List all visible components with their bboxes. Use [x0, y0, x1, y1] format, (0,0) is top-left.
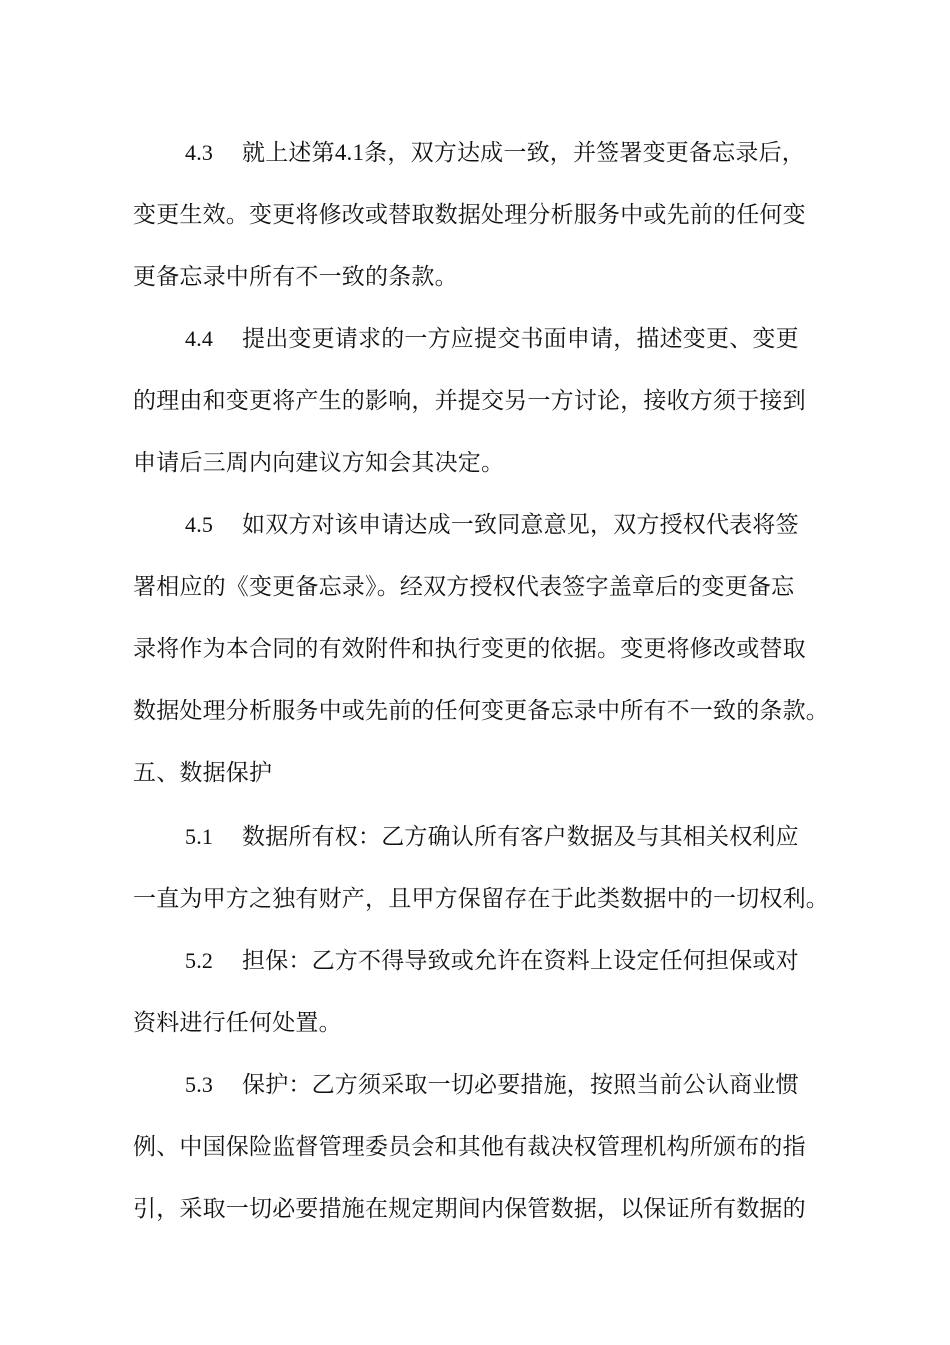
clause-text: 提出变更请求的一方应提交书面申请，描述变更、变更 [242, 326, 799, 352]
clause-4-4-line-2: 的理由和变更将产生的影响，并提交另一方讨论，接收方须于接到 [133, 388, 806, 414]
clause-4-3-line-3: 更备忘录中所有不一致的条款。 [133, 264, 458, 290]
clause-text: 条，双方达成一致，并签署变更备忘录后， [364, 140, 805, 166]
clause-4-3-line-1 [185, 138, 805, 168]
clause-number: 5.1 [185, 824, 214, 849]
clause-4-5-line-2: 署相应的《变更备忘录》。经双方授权代表签字盖章后的变更备忘 [133, 574, 795, 600]
clause-reference-number: 4.1 [334, 140, 365, 165]
clause-text: 就上述第 [242, 140, 335, 166]
clause-5-3-line-1 [185, 1070, 799, 1100]
clause-5-1-line-2: 一直为甲方之独有财产，且甲方保留存在于此类数据中的一切权利。 [133, 886, 829, 912]
clause-text: 担保：乙方不得导致或允许在资料上设定任何担保或对 [242, 948, 799, 974]
clause-5-2-line-2: 资料进行任何处置。 [133, 1010, 342, 1036]
clause-5-2-line-1 [185, 946, 799, 976]
clause-4-5-line-4: 数据处理分析服务中或先前的任何变更备忘录中所有不一致的条款。 [133, 698, 829, 724]
clause-4-3-line-2: 变更生效。变更将修改或替取数据处理分析服务中或先前的任何变 [133, 202, 806, 228]
clause-4-5-line-1 [185, 510, 799, 540]
clause-text: 如双方对该申请达成一致同意意见，双方授权代表将签 [242, 512, 799, 538]
section-heading: 五、数据保护 [133, 760, 273, 786]
clause-number: 4.4 [185, 326, 214, 351]
clause-4-4-line-1 [185, 324, 799, 354]
clause-number: 4.3 [185, 140, 214, 165]
clause-5-3-line-2: 例、中国保险监督管理委员会和其他有裁决权管理机构所颁布的指 [133, 1134, 806, 1160]
clause-number: 5.3 [185, 1072, 214, 1097]
clause-number: 5.2 [185, 948, 214, 973]
clause-text: 保护：乙方须采取一切必要措施，按照当前公认商业惯 [242, 1072, 799, 1098]
clause-5-1-line-1 [185, 822, 799, 852]
clause-4-5-line-3: 录将作为本合同的有效附件和执行变更的依据。变更将修改或替取 [133, 636, 806, 662]
clause-5-3-line-3: 引，采取一切必要措施在规定期间内保管数据，以保证所有数据的 [133, 1196, 806, 1222]
clause-4-4-line-3: 申请后三周内向建议方知会其决定。 [133, 450, 505, 476]
clause-number: 4.5 [185, 512, 214, 537]
clause-text: 数据所有权：乙方确认所有客户数据及与其相关权利应 [242, 824, 799, 850]
